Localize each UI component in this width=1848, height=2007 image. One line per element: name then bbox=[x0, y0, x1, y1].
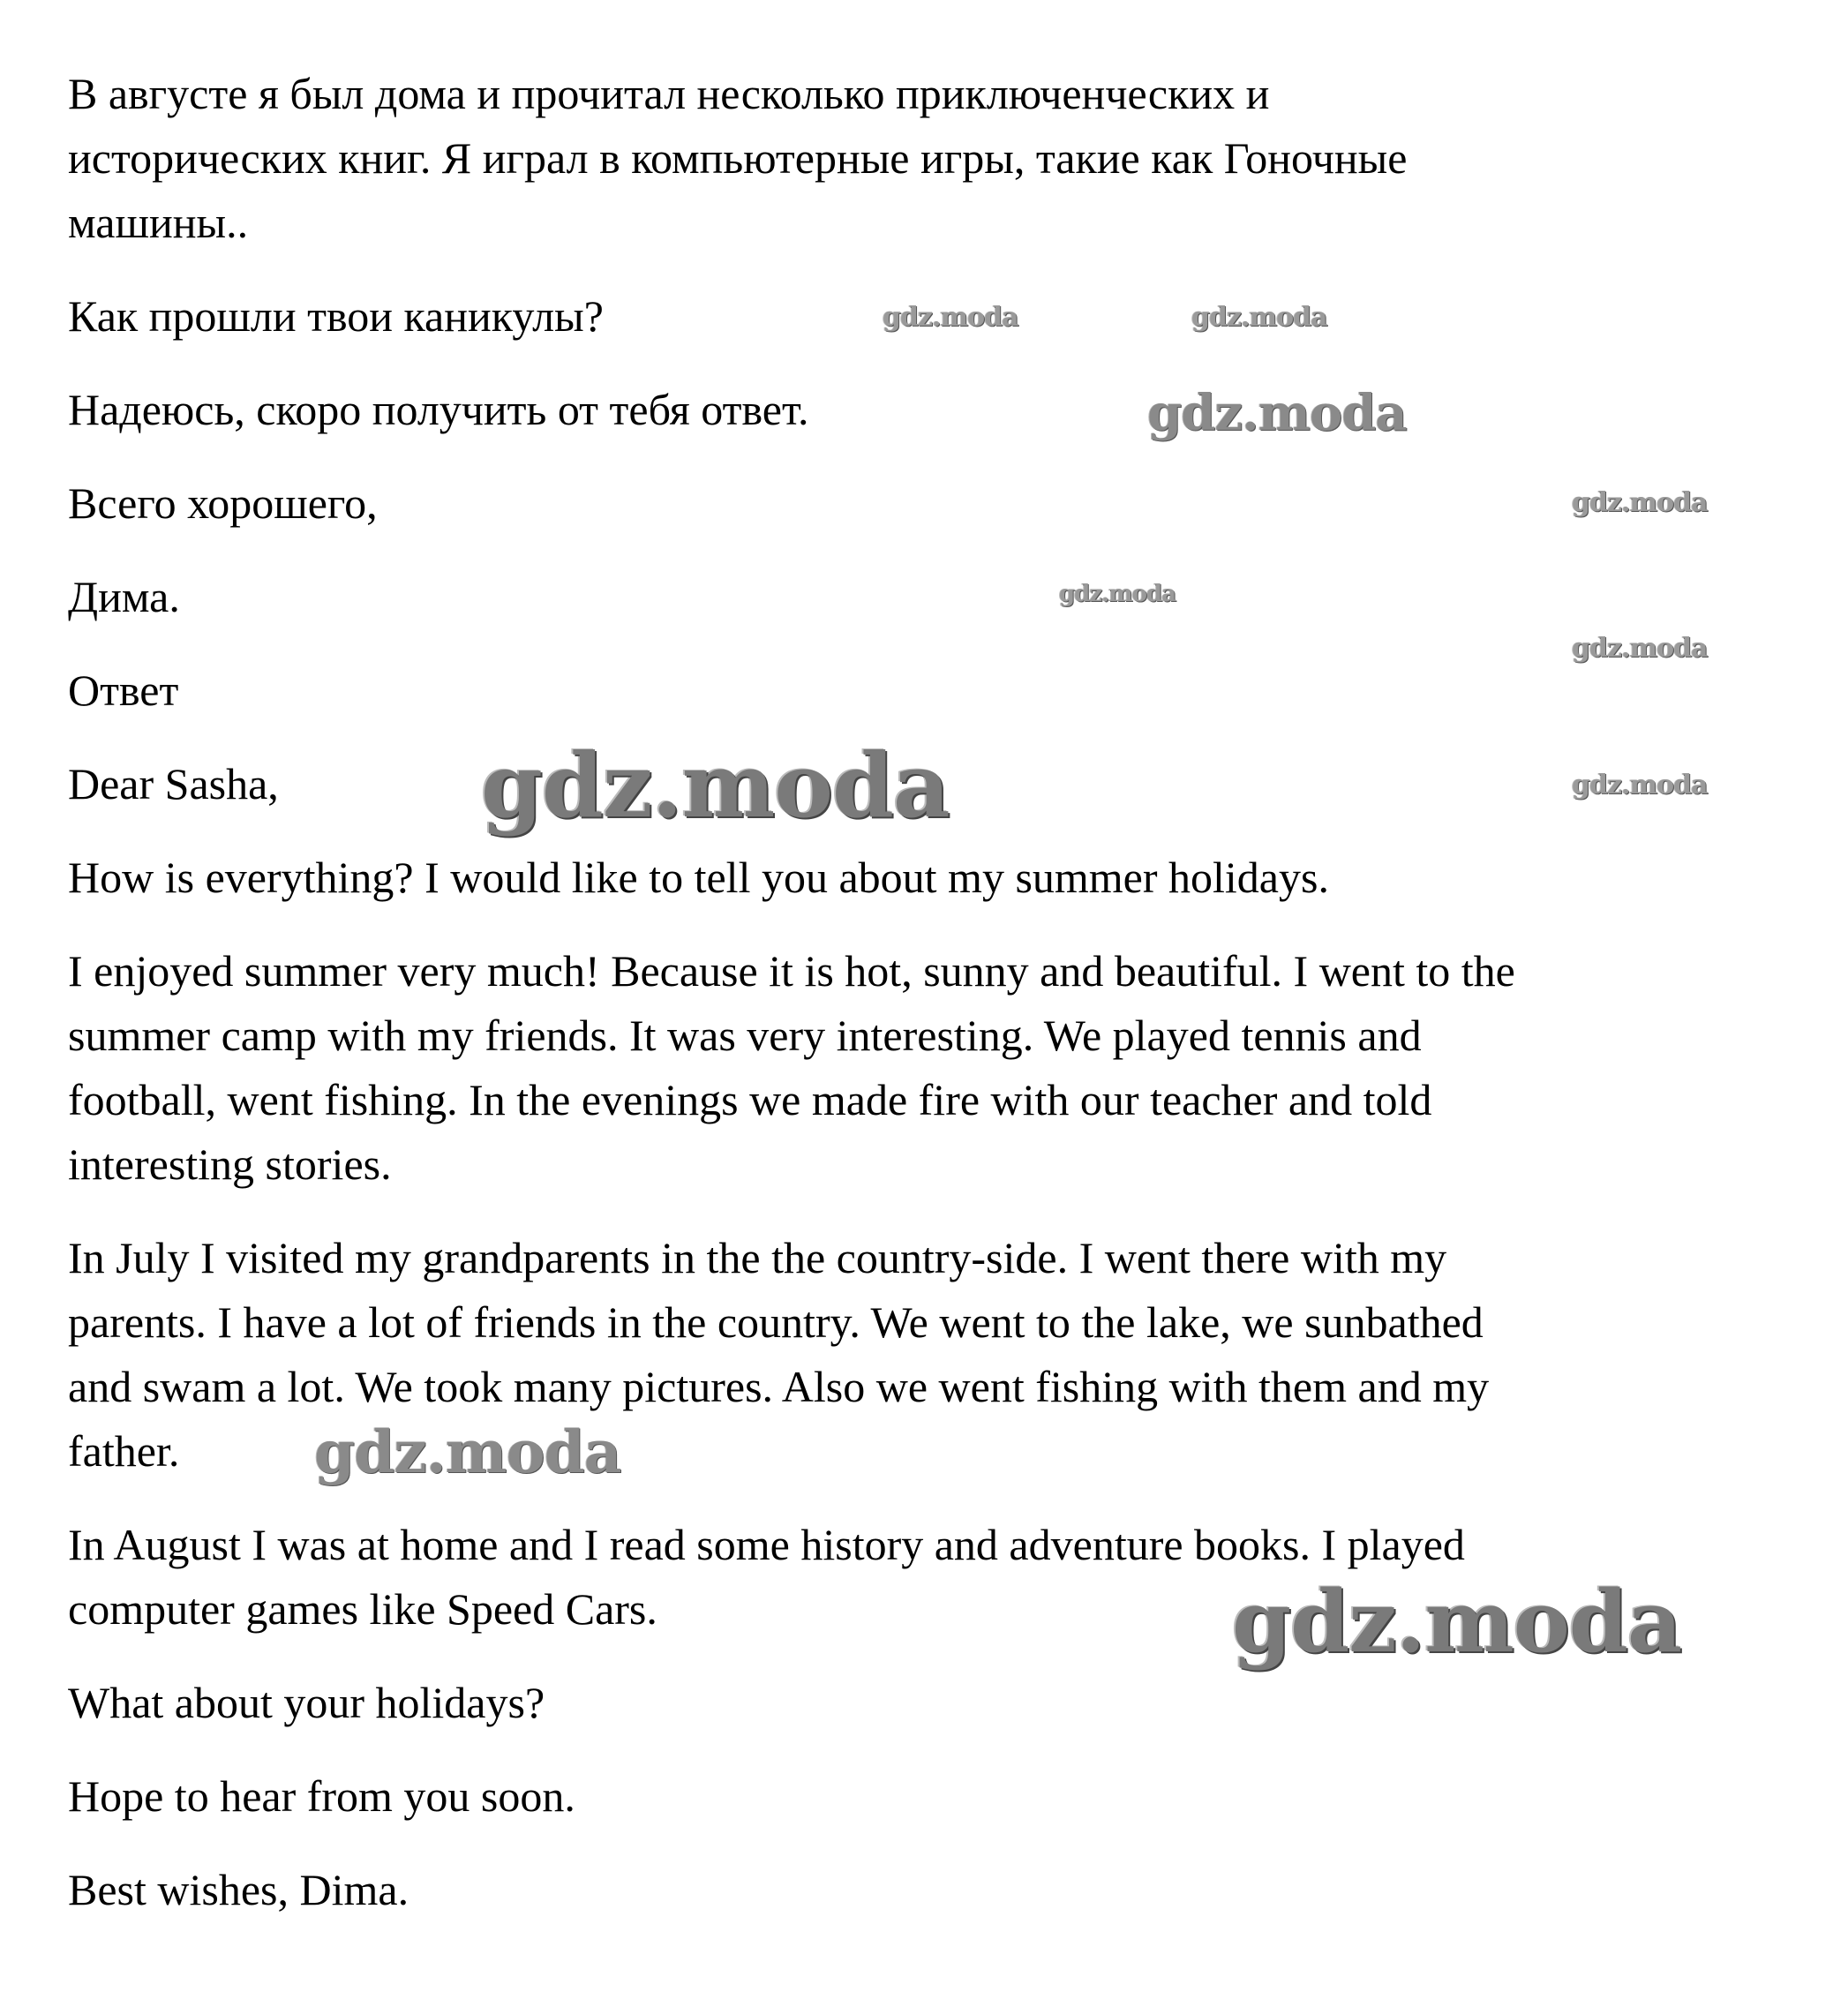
text-line: Hope to hear from you soon. bbox=[68, 1771, 575, 1821]
paragraph bbox=[68, 62, 1798, 255]
paragraph bbox=[68, 939, 1798, 1197]
paragraph bbox=[68, 471, 1798, 536]
text-line: Best wishes, Dima. bbox=[68, 1865, 409, 1914]
paragraph bbox=[68, 378, 1798, 442]
text-line: I enjoyed summer very much! Because it is hot, sunny and beautiful. I went to the bbox=[68, 946, 1515, 996]
text-line: Дима. bbox=[68, 572, 180, 621]
text-line: Ответ bbox=[68, 665, 179, 715]
watermark: gdz.moda bbox=[1572, 633, 1708, 664]
text-line: interesting stories. bbox=[68, 1139, 392, 1189]
text-line: computer games like Speed Cars. bbox=[68, 1584, 657, 1634]
text-line: father. bbox=[68, 1426, 180, 1476]
text-line: In July I visited my grandparents in the the country-side. I went there with my bbox=[68, 1233, 1447, 1282]
text-line: Как прошли твои каникулы? bbox=[68, 291, 604, 341]
text-line: In August I was at home and I read some history and adventure books. I played bbox=[68, 1520, 1465, 1569]
text-line: and swam a lot. We took many pictures. Also we went fishing with them and my bbox=[68, 1362, 1490, 1411]
text-line: How is everything? I would like to tell you about my summer holidays. bbox=[68, 853, 1329, 902]
watermark: gdz.moda bbox=[314, 1417, 621, 1486]
paragraph bbox=[68, 846, 1798, 910]
watermark: gdz.moda bbox=[481, 733, 950, 838]
watermark: gdz.moda bbox=[1147, 384, 1407, 442]
paragraph bbox=[68, 1764, 1798, 1829]
text-line: В августе я был дома и прочитал несколько приключенческих и bbox=[68, 69, 1270, 118]
text-line: football, went fishing. In the evenings we made fire with our teacher and told bbox=[68, 1075, 1432, 1124]
watermark: gdz.moda bbox=[1191, 302, 1327, 333]
text-line: исторических книг. Я играл в компьютерные игры, такие как Гоночные bbox=[68, 133, 1408, 183]
watermark: gdz.moda bbox=[1572, 487, 1708, 518]
text-line: Надеюсь, скоро получить от тебя ответ. bbox=[68, 385, 809, 434]
paragraph bbox=[68, 658, 1798, 723]
watermark: gdz.moda bbox=[1232, 1572, 1682, 1672]
text-line: машины.. bbox=[68, 198, 249, 247]
text-line: Всего хорошего, bbox=[68, 478, 378, 528]
paragraph bbox=[68, 565, 1798, 629]
watermark: gdz.moda bbox=[883, 302, 1018, 333]
paragraph bbox=[68, 1671, 1798, 1735]
paragraph bbox=[68, 1858, 1798, 1922]
text-line: summer camp with my friends. It was very interesting. We played tennis and bbox=[68, 1011, 1422, 1060]
watermark: gdz.moda bbox=[1059, 581, 1176, 607]
text-line: Dear Sasha, bbox=[68, 759, 279, 808]
text-line: What about your holidays? bbox=[68, 1678, 545, 1727]
text-line: parents. I have a lot of friends in the country. We went to the lake, we sunbathed bbox=[68, 1297, 1484, 1347]
watermark: gdz.moda bbox=[1572, 770, 1708, 801]
